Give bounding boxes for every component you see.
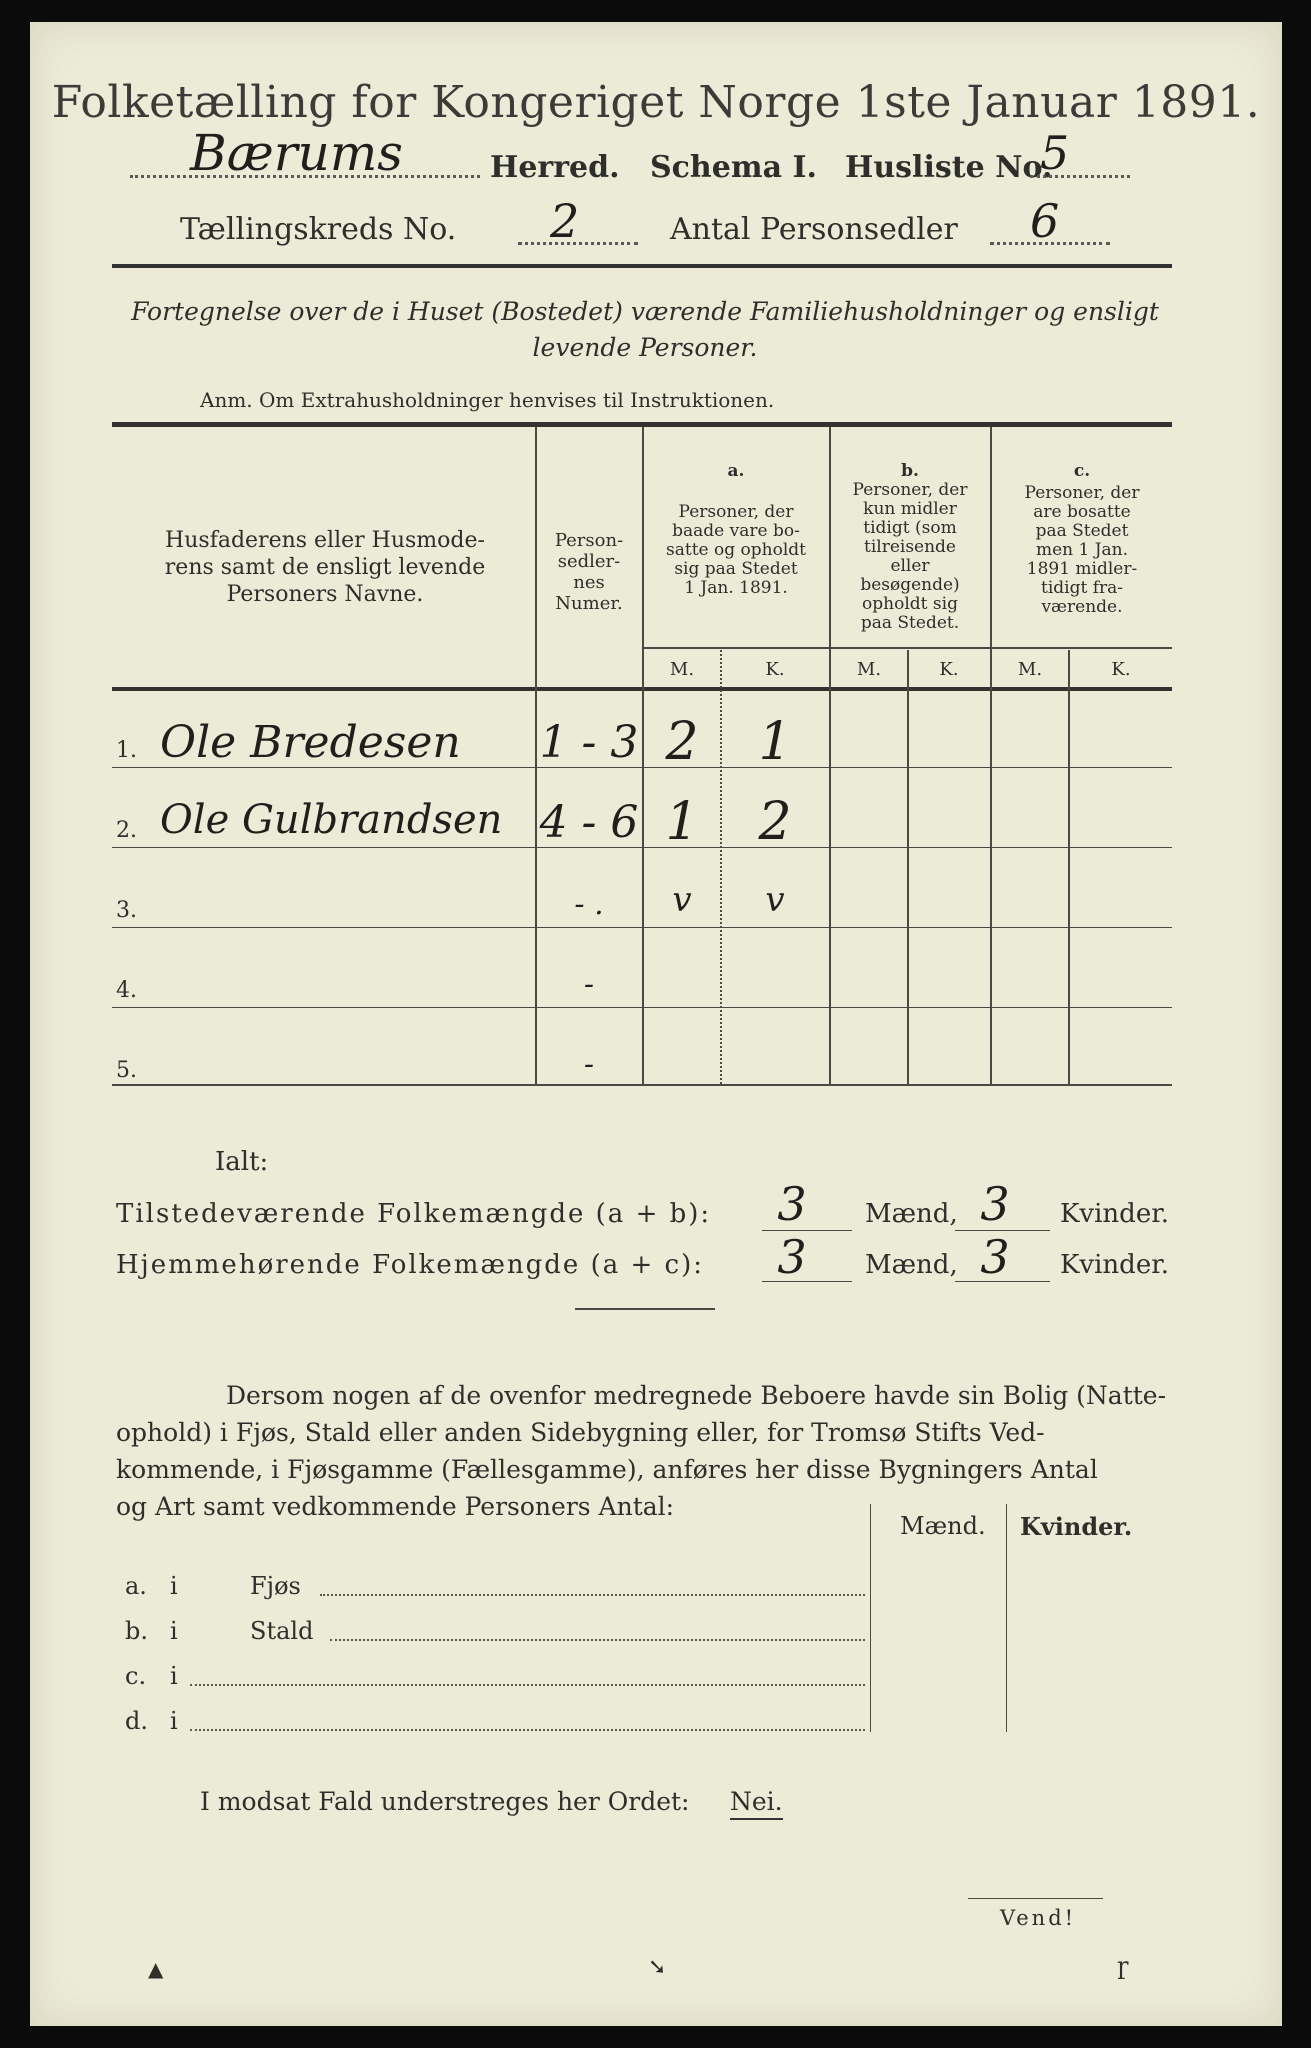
buildings-col-kvinder: Kvinder. (1020, 1512, 1133, 1541)
col-b-line: paa Stedet. (860, 613, 960, 633)
col-header-name-line: Personers Navne. (226, 582, 424, 607)
building-i: i (170, 1707, 178, 1735)
col-header-numer-line: sedler- (557, 551, 621, 572)
building-dotline (320, 1594, 865, 1596)
col-b-line: besøgende) (860, 575, 960, 595)
col-c-line: Personer, der (1024, 483, 1140, 503)
building-i: i (170, 1617, 178, 1645)
building-letter: a. (125, 1572, 147, 1600)
building-letter: c. (125, 1662, 147, 1690)
herred-label: Herred. (490, 150, 620, 185)
tilstede-k-value: 3 (980, 1177, 1010, 1231)
printer-mark: ▲ (148, 1957, 164, 1981)
building-name: Fjøs (250, 1572, 301, 1600)
col-divider-c-mk (1068, 650, 1070, 1084)
building-name: Stald (250, 1617, 314, 1645)
col-a-line: Personer, der (678, 502, 794, 522)
personsedler-label: Antal Personsedler (670, 212, 958, 247)
col-c-line: paa Stedet (1035, 521, 1129, 541)
col-header-name-line: Husfaderens eller Husmode- (165, 528, 485, 553)
husliste-value: 5 (1040, 126, 1070, 180)
col-b-line: tilreisende (863, 537, 956, 557)
mk-header-rule (642, 647, 1172, 649)
nei-word: Nei. (730, 1787, 783, 1820)
building-i: i (170, 1572, 178, 1600)
printer-mark: ➘ (648, 1955, 667, 1980)
mk-label: M. (1017, 659, 1043, 680)
col-b-line: Personer, der (852, 480, 968, 500)
col-b-line: opholdt sig (862, 594, 958, 614)
row-number: 5. (116, 1058, 137, 1083)
row-separator (112, 927, 1172, 928)
hjemme-kvinder: Kvinder. (1060, 1250, 1170, 1280)
section-divider (575, 1308, 715, 1310)
row-number: 1. (116, 738, 137, 763)
count-a-m: v (672, 880, 692, 920)
building-dotline (330, 1639, 865, 1641)
col-divider-b-mk (907, 650, 909, 1084)
count-a-k: v (765, 880, 785, 920)
tilstede-m-value: 3 (777, 1177, 807, 1231)
intro-line-2: levende Personer. (532, 333, 758, 362)
personsedler-value: 6 (1030, 194, 1060, 248)
buildings-divider-1 (870, 1504, 871, 1732)
row-separator (112, 847, 1172, 848)
col-header-numer-line: Numer. (555, 593, 623, 614)
col-c-line: men 1 Jan. (1035, 540, 1129, 560)
col-a-line: satte og opholdt (666, 540, 806, 560)
intro-line-1: Fortegnelse over de i Huset (Bostedet) værende Familiehusholdninger og ensligt (131, 297, 1159, 326)
tilstede-maend: Mænd, (865, 1199, 958, 1229)
kreds-label: Tællingskreds No. (180, 212, 457, 247)
col-header-c (992, 462, 1172, 617)
person-numer: 4 - 6 (539, 797, 639, 848)
col-c-line: 1891 midler- (1026, 559, 1138, 579)
anm-note: Anm. Om Extrahusholdninger henvises til Instruktionen. (200, 388, 775, 412)
col-b-line: kun midler (863, 499, 957, 519)
col-header-numer-line: nes (573, 572, 605, 593)
col-header-a (644, 462, 828, 598)
building-letter: d. (125, 1707, 148, 1735)
buildings-col-maend: Mænd. (900, 1512, 986, 1540)
count-a-m: 1 (665, 792, 699, 852)
vend-text: Vend! (1000, 1906, 1077, 1930)
count-a-k: 1 (758, 712, 792, 772)
hjemme-m-value: 3 (777, 1230, 807, 1284)
ialt-label: Ialt: (215, 1147, 269, 1177)
tilstede-label: Tilstedeværende Folkemængde (a + b): (116, 1199, 712, 1229)
mk-label: K. (1111, 659, 1131, 680)
header-rule (112, 264, 1172, 268)
herred-value: Bærums (190, 124, 403, 182)
row-number: 4. (116, 978, 137, 1003)
building-dotline (190, 1729, 865, 1731)
instructions-line: Dersom nogen af de ovenfor medregnede Beboere havde sin Bolig (Natte- (226, 1381, 1167, 1410)
building-i: i (170, 1662, 178, 1690)
table-bottom-rule (112, 1084, 1172, 1086)
row-number: 3. (116, 898, 137, 923)
census-form-page (30, 22, 1282, 2026)
count-a-m: 2 (665, 712, 699, 772)
col-b-line: eller (890, 556, 930, 576)
row-number: 2. (116, 818, 137, 843)
col-header-name (125, 527, 525, 608)
col-a-line: sig paa Stedet (674, 559, 798, 579)
person-numer: - (583, 967, 595, 1002)
buildings-divider-2 (1006, 1504, 1007, 1732)
building-letter: b. (125, 1617, 148, 1645)
building-dotline (190, 1684, 865, 1686)
schema-label: Schema I. (650, 150, 817, 185)
form-title: Folketælling for Kongeriget Norge 1ste Januar 1891. (51, 77, 1261, 128)
col-c-line: tidigt fra- (1040, 578, 1123, 598)
col-a-line: 1 Jan. 1891. (684, 578, 788, 598)
mk-label: K. (765, 659, 785, 680)
mk-label: K. (939, 659, 959, 680)
vend-rule (968, 1898, 1103, 1899)
mk-label: M. (856, 659, 882, 680)
hjemme-k-value: 3 (980, 1230, 1010, 1284)
col-c-line: værende. (1041, 597, 1123, 617)
col-a-letter: a. (727, 461, 745, 481)
person-name: Ole Bredesen (160, 717, 461, 768)
row-separator (112, 1007, 1172, 1008)
col-b-letter: b. (901, 461, 919, 481)
person-name: Ole Gulbrandsen (160, 797, 503, 843)
col-header-name-line: rens samt de ensligt levende (164, 555, 486, 580)
col-c-letter: c. (1073, 461, 1091, 481)
person-numer: 1 - 3 (539, 717, 639, 768)
kreds-value: 2 (550, 194, 580, 248)
col-b-line: tidigt (som (863, 518, 957, 538)
mk-label: M. (669, 659, 695, 680)
count-a-k: 2 (758, 792, 792, 852)
hjemme-maend: Mænd, (865, 1250, 958, 1280)
col-c-line: are bosatte (1033, 502, 1131, 522)
person-numer: - (583, 1047, 595, 1082)
instructions-line: kommende, i Fjøsgamme (Fællesgamme), anføres her disse Bygningers Antal (116, 1455, 1098, 1484)
col-header-numer (537, 530, 641, 614)
hjemme-label: Hjemmehørende Folkemængde (a + c): (116, 1250, 704, 1280)
printer-mark: ɼ (1117, 1952, 1129, 1980)
person-numer: - . (574, 887, 604, 922)
tilstede-kvinder: Kvinder. (1060, 1199, 1170, 1229)
instructions-line: ophold) i Fjøs, Stald eller anden Sidebygning eller, for Tromsø Stifts Ved- (116, 1418, 1045, 1447)
husliste-label: Husliste No. (845, 150, 1053, 185)
modsat-text: I modsat Fald understreges her Ordet: (200, 1787, 690, 1816)
instructions-line: og Art samt vedkommende Personers Antal: (116, 1492, 675, 1521)
instructions-paragraph (116, 1377, 1176, 1525)
col-header-numer-line: Person- (554, 530, 624, 551)
col-header-b (831, 462, 989, 633)
col-a-line: baade vare bo- (672, 521, 800, 541)
